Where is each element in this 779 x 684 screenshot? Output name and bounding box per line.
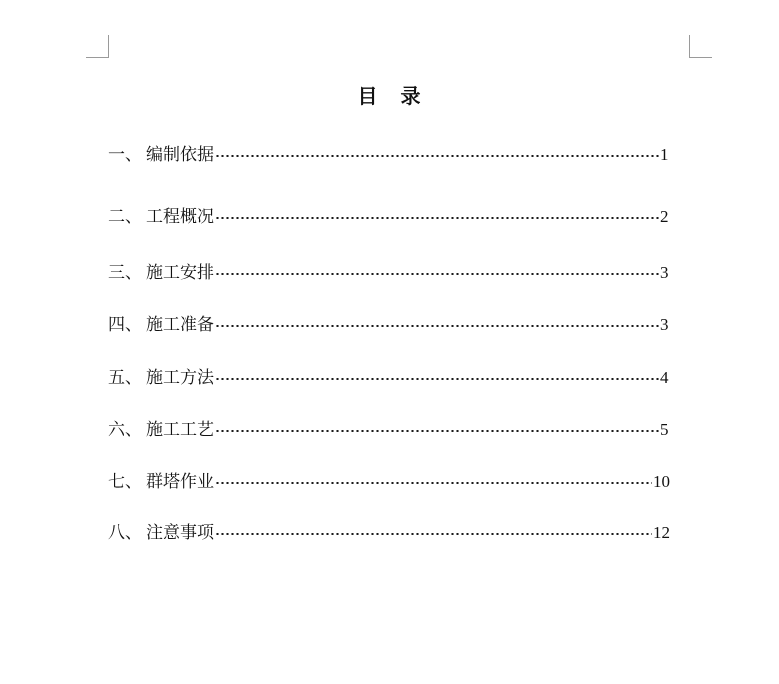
toc-entry-number: 七、: [108, 472, 142, 492]
toc-entry-number: 三、: [108, 263, 142, 283]
toc-entry-number: 一、: [108, 145, 142, 165]
toc-entry-label: 群塔作业: [146, 472, 214, 492]
toc-dot-leader: [215, 430, 659, 432]
toc-entry-page: 1: [660, 145, 669, 164]
toc-dot-leader: [215, 482, 652, 484]
toc-entry-5[interactable]: [108, 366, 670, 390]
toc-entry-6[interactable]: [108, 418, 670, 442]
toc-entry-4[interactable]: [108, 313, 670, 337]
toc-entry-1[interactable]: [108, 143, 670, 167]
toc-entry-page: 10: [653, 472, 670, 491]
toc-entry-label: 编制依据: [146, 145, 214, 165]
toc-entry-number: 四、: [108, 315, 142, 335]
toc-entry-page: 12: [653, 523, 670, 542]
toc-entry-page: 3: [660, 315, 669, 334]
toc-title-char-2: 录: [400, 84, 422, 108]
toc-entry-2[interactable]: [108, 205, 670, 229]
toc-entry-page: 5: [660, 420, 669, 439]
toc-entry-page: 2: [660, 207, 669, 226]
toc-entry-page: 4: [660, 368, 669, 387]
toc-entry-number: 二、: [108, 207, 142, 227]
toc-dot-leader: [215, 378, 659, 380]
toc-entry-number: 五、: [108, 368, 142, 388]
toc-entry-label: 工程概况: [146, 207, 214, 227]
toc-entry-label: 施工安排: [146, 263, 214, 283]
toc-title-char-1: 目: [357, 84, 379, 108]
toc-entry-3[interactable]: [108, 261, 670, 285]
margin-corner-mark-top-left: [86, 35, 109, 58]
toc-dot-leader: [215, 217, 659, 219]
toc-dot-leader: [215, 533, 652, 535]
toc-entry-number: 六、: [108, 420, 142, 440]
toc-entry-label: 施工准备: [146, 315, 214, 335]
margin-corner-mark-top-right: [689, 35, 712, 58]
toc-entry-page: 3: [660, 263, 669, 282]
toc-dot-leader: [215, 273, 659, 275]
toc-entry-number: 八、: [108, 523, 142, 543]
toc-entry-label: 施工方法: [146, 368, 214, 388]
toc-title: [0, 80, 779, 109]
toc-entry-7[interactable]: [108, 470, 670, 494]
toc-entry-8[interactable]: [108, 521, 670, 545]
toc-entry-label: 注意事项: [146, 523, 214, 543]
toc-dot-leader: [215, 155, 659, 157]
toc-entry-label: 施工工艺: [146, 420, 214, 440]
toc-dot-leader: [215, 325, 659, 327]
